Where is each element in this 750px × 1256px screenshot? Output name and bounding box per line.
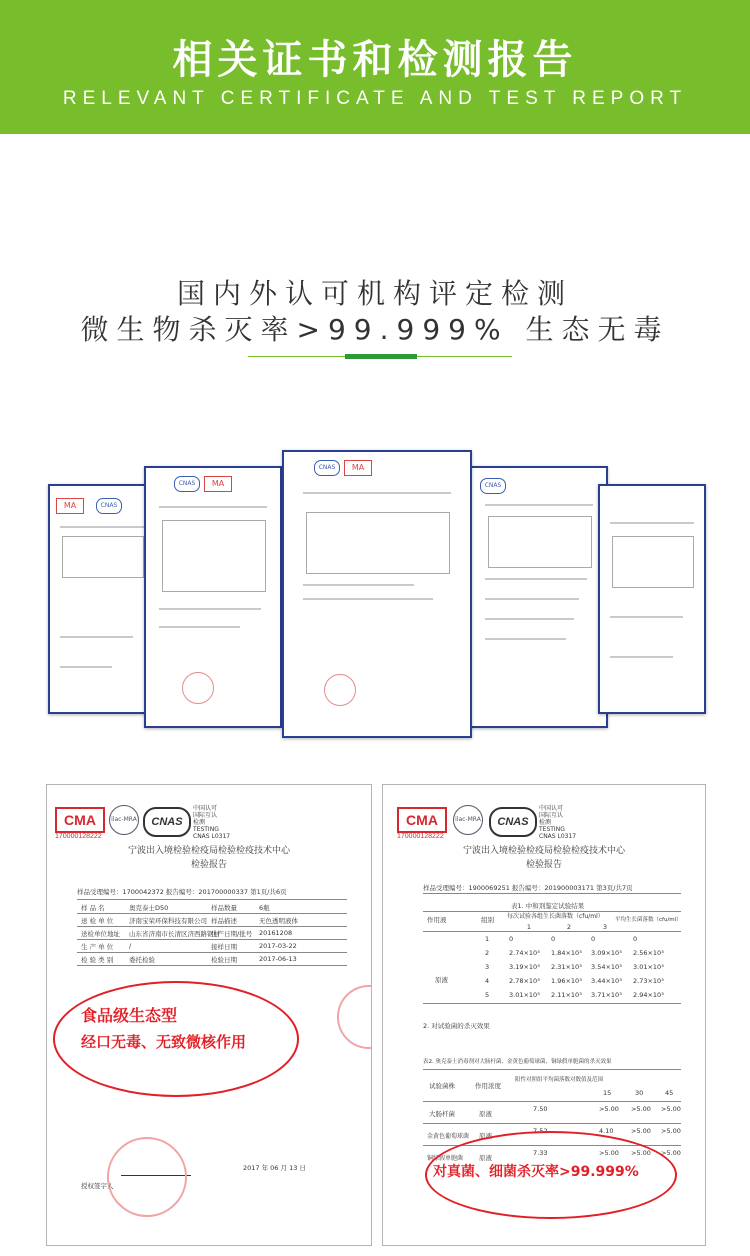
field-label: 样品数量 (211, 904, 237, 912)
field-value: 20161208 (259, 929, 293, 937)
field-value: 无色透明液体 (259, 917, 298, 925)
headline-line-1: 国内外认可机构评定检测 (176, 277, 573, 310)
field-label: 送检单位地址 (81, 930, 120, 938)
banner-title: 相关证书和检测报告 (172, 37, 578, 83)
report-subtitle: 检验报告 (525, 860, 562, 870)
cma-number: 170000128222 (397, 833, 444, 840)
field-label: 接样日期 (211, 943, 237, 951)
cma-stamp-icon: MA (204, 476, 232, 492)
field-label: 生产日期/批号 (211, 930, 253, 938)
certificate-sheet-front (282, 450, 472, 738)
report-sterilization: CMA 170000128222 ilac-MRA CNAS 中国认可 国际互认 检测 TESTING CNAS L0317 宁波出入境检验检疫局检验检疫技术中心 检验报告 样品受理编号：1900069251 报告编号：201900003171 第3页/共7页 表1. 中和剂鉴定试验结果 作用液 组别 每次试验各组生长菌落数（cfu/ml） 平均生长菌落数（cfu/ml） 1 2 3 原液 1 0 0 0 0 2 2.74×10³ 1.84×10³ 3.09×10³ 2.56×10³ 3 3.19×10³ 2.31×10³ 3.54×10³ 3.01×10³ 4 2.78×10³ 1.96×10³ 3.44×10³ 2.73×10³ 5 3.01×10³ 2.11×10³ 3.71×10³ 2.94×10³ 2. 对试验菌的杀灭效果 表2. 奥克泰士消毒剂对大肠杆菌、金黄色葡萄球菌、铜绿假单胞菌的杀灭效果 试验菌株 作用浓度 阳性对照组平均菌落数对数值及范围 15 30 45 大肠杆菌 原液 7.50 >5.00 >5.00 >5.00 金黄色葡萄球菌 原液 7.52 4.10 >5.00 >5.00 铜绿假单胞菌 原液 7.33 >5.00 >5.00 >5.00 对真菌、细菌杀灭率>99.999% (382, 784, 706, 1246)
cma-logo-icon: CMA (55, 807, 105, 833)
signer-label: 授权签字人 (81, 1182, 114, 1190)
report-meta: 样品受理编号：1700042372 报告编号：201700000337 第1页/共6页 (77, 888, 287, 896)
table2-title: 表2. 奥克泰士消毒剂对大肠杆菌、金黄色葡萄球菌、铜绿假单胞菌的杀灭效果 (423, 1059, 612, 1065)
certificate-sheet (144, 466, 282, 728)
ilac-mra-logo-icon: ilac-MRA (109, 805, 139, 835)
field-value: 山东省济南市长清区济西路钢材 (129, 930, 220, 938)
cnas-stamp-icon: CNAS (314, 460, 340, 476)
report-title: 宁波出入境检验检疫局检验检疫技术中心 (127, 846, 290, 856)
cma-logo-icon: CMA (397, 807, 447, 833)
cnas-stamp-icon: CNAS (96, 498, 122, 514)
table-header: 平均生长菌落数（cfu/ml） (615, 917, 682, 923)
report-food-grade (46, 784, 372, 1246)
headline-line-2: 微生物杀灭率>99.999% 生态无毒 (80, 313, 670, 346)
cnas-side-text: 中国认可 国际互认 检测 TESTING CNAS L0317 (193, 805, 231, 840)
seal-icon (324, 674, 356, 706)
cma-stamp-icon: MA (56, 498, 84, 514)
seal-icon (107, 1137, 187, 1217)
table-title: 表1. 中和剂鉴定试验结果 (511, 902, 585, 910)
headline-divider-accent (345, 354, 417, 359)
field-label: 检验日期 (211, 956, 237, 964)
certificate-sheet (598, 484, 706, 714)
highlight-text: 食品级生态型 (81, 1006, 178, 1025)
header-banner (0, 0, 750, 134)
highlight-text: 经口无毒、无致微核作用 (81, 1033, 247, 1051)
cnas-side-text: 中国认可 国际互认 检测 TESTING CNAS L0317 (539, 805, 577, 840)
cma-number: 170000128222 (55, 833, 102, 840)
table-header: 组别 (481, 916, 494, 924)
field-label: 生 产 单 位 (81, 943, 114, 951)
field-label: 样 品 名 (81, 904, 105, 912)
field-label: 检 验 类 别 (81, 956, 114, 964)
seal-icon (182, 672, 214, 704)
field-value: 2017-06-13 (259, 955, 297, 963)
cnas-logo-icon: CNAS (143, 807, 191, 837)
field-label: 送 检 单 位 (81, 917, 114, 925)
field-value: 委托检验 (129, 956, 155, 964)
field-value: 6瓶 (259, 904, 270, 912)
field-value: 奥克泰士D50 (129, 904, 169, 912)
report-subtitle: 检验报告 (190, 860, 227, 870)
banner-subtitle: RELEVANT CERTIFICATE AND TEST REPORT (62, 88, 688, 109)
report-date: 2017 年 06 月 13 日 (243, 1164, 306, 1172)
table-group: 原液 (435, 976, 448, 984)
table-header: 作用液 (427, 916, 447, 924)
highlight-text: 对真菌、细菌杀灭率>99.999% (433, 1164, 639, 1180)
seal-icon (337, 985, 372, 1049)
cma-stamp-icon: MA (344, 460, 372, 476)
certificate-sheet (48, 484, 156, 714)
report-title: 宁波出入境检验检疫局检验检疫技术中心 (462, 846, 625, 856)
field-value: / (129, 942, 132, 950)
section-note: 2. 对试验菌的杀灭效果 (423, 1022, 490, 1030)
table-header: 每次试验各组生长菌落数（cfu/ml） (507, 913, 604, 920)
ilac-mra-logo-icon: ilac-MRA (453, 805, 483, 835)
certificate-sheet (470, 466, 608, 728)
cnas-stamp-icon: CNAS (480, 478, 506, 494)
field-value: 济南宝荣环保科技有限公司 (129, 917, 207, 925)
field-value: 2017-03-22 (259, 942, 297, 950)
field-label: 样品描述 (211, 917, 237, 925)
cnas-logo-icon: CNAS (489, 807, 537, 837)
report-meta: 样品受理编号：1900069251 报告编号：201900003171 第3页/共7页 (423, 884, 633, 892)
cnas-stamp-icon: CNAS (174, 476, 200, 492)
